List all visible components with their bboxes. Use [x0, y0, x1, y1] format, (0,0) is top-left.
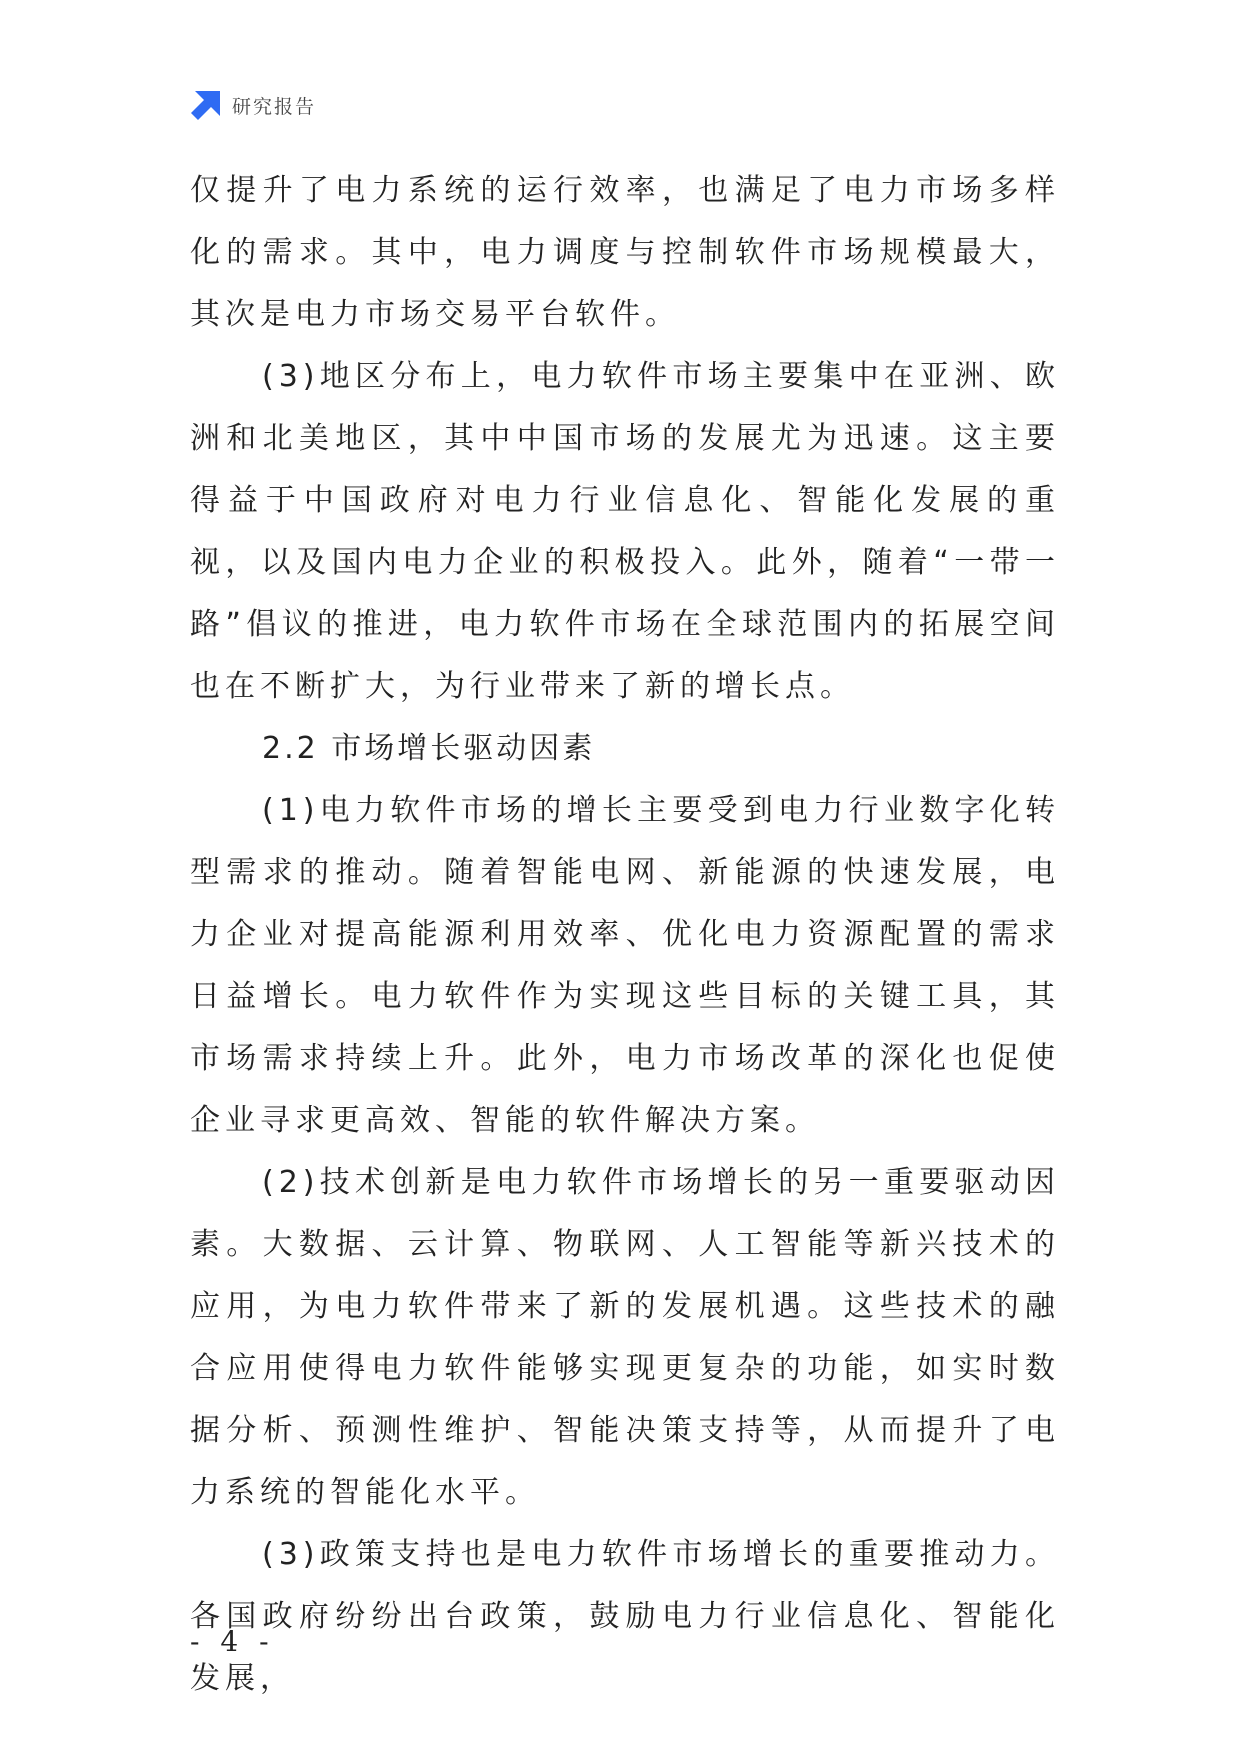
section-heading: 2.2 市场增长驱动因素 — [262, 731, 596, 766]
paragraph-digital-transformation: (1)电力软件市场的增长主要受到电力行业数字化转型需求的推动。随着智能电网、新能源的快速发展，电力企业对提高能源利用效率、优化电力资源配置的需求日益增长。电力软件作为实现这些目标的关键工具，其市场需求持续上升。此外，电力市场改革的深化也促使企业寻求更高效、智能的软件解决方案。 — [190, 793, 1060, 1138]
paragraph-continuation: 仅提升了电力系统的运行效率，也满足了电力市场多样化的需求。其中，电力调度与控制软件市场规模最大，其次是电力市场交易平台软件。 — [190, 173, 1060, 332]
paragraph-policy-support: (3)政策支持也是电力软件市场增长的重要推动力。各国政府纷纷出台政策，鼓励电力行业信息化、智能化发展， — [190, 1537, 1060, 1696]
page-header — [190, 88, 316, 122]
document-body — [190, 160, 1060, 1710]
paragraph-technology-innovation: (2)技术创新是电力软件市场增长的另一重要驱动因素。大数据、云计算、物联网、人工智能等新兴技术的应用，为电力软件带来了新的发展机遇。这些技术的融合应用使得电力软件能够实现更复杂的功能，如实时数据分析、预测性维护、智能决策支持等，从而提升了电力系统的智能化水平。 — [190, 1165, 1060, 1510]
page-number: - 4 - — [190, 1625, 275, 1658]
arrow-logo-icon — [190, 89, 222, 121]
header-title: 研究报告 — [232, 95, 317, 118]
paragraph-region-distribution: (3)地区分布上，电力软件市场主要集中在亚洲、欧洲和北美地区，其中中国市场的发展尤为迅速。这主要得益于中国政府对电力行业信息化、智能化发展的重视，以及国内电力企业的积极投入。此外，随着“一带一路”倡议的推进，电力软件市场在全球范围内的拓展空间也在不断扩大，为行业带来了新的增长点。 — [190, 359, 1060, 704]
